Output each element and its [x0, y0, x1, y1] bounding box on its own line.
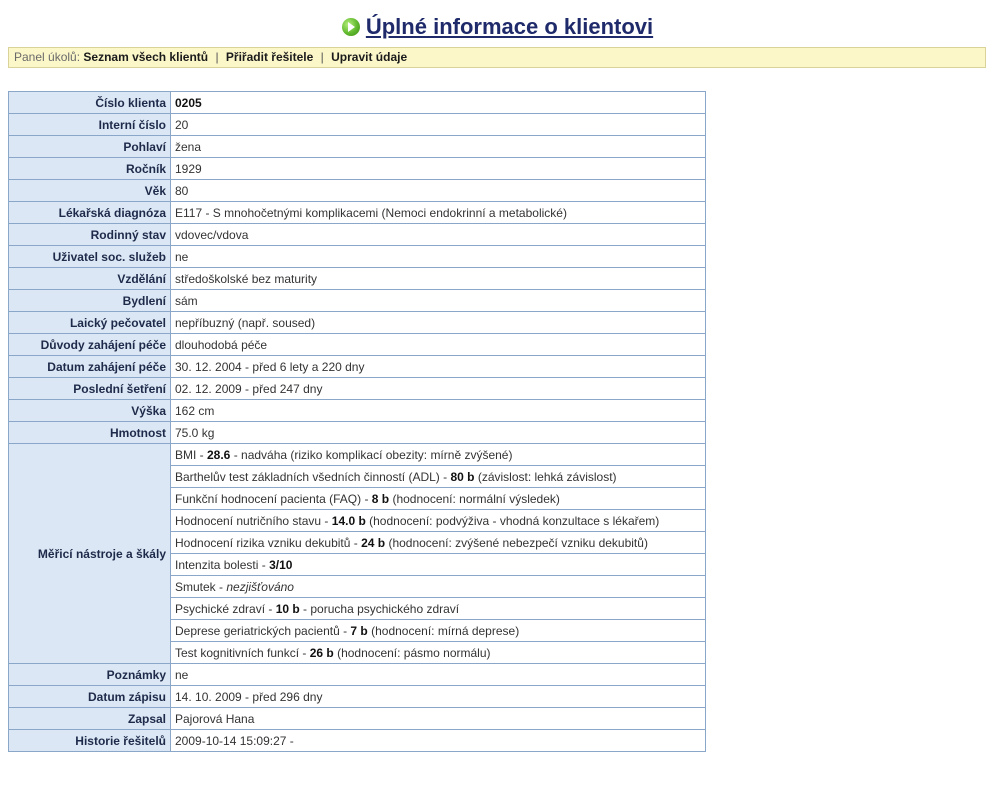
measure-row: [9, 444, 706, 466]
table-row: [9, 92, 706, 114]
table-row: [9, 708, 706, 730]
field-value: [171, 92, 706, 114]
field-value: 02. 12. 2009 - před 247 dny: [171, 378, 706, 400]
field-label: Věk: [9, 180, 171, 202]
field-label: Výška: [9, 400, 171, 422]
table-row: [9, 114, 706, 136]
measure-score: 28.6: [207, 447, 231, 462]
field-value: Pajorová Hana: [171, 708, 706, 730]
field-label: Hmotnost: [9, 422, 171, 444]
table-row: [9, 730, 706, 752]
field-value: 2009-10-14 15:09:27 -: [171, 730, 706, 752]
measure-score: 3/10: [269, 557, 293, 572]
field-label: Ročník: [9, 158, 171, 180]
measure-note: - nadváha (riziko komplikací obezity: mírně zvýšené): [230, 447, 513, 462]
table-row: [9, 268, 706, 290]
field-value: E117 - S mnohočetnými komplikacemi (Nemoci endokrinní a metabolické): [171, 202, 706, 224]
measure-note: (hodnocení: normální výsledek): [389, 491, 560, 506]
measure-note: (hodnocení: mírná deprese): [367, 623, 520, 638]
table-row: [9, 356, 706, 378]
measure-value: [171, 466, 706, 488]
measures-label: Měřicí nástroje a škály: [9, 444, 171, 664]
measure-note: - porucha psychického zdraví: [299, 601, 460, 616]
field-value: 20: [171, 114, 706, 136]
measure-score: 10 b: [275, 601, 300, 616]
measure-score: 8 b: [371, 491, 390, 506]
field-label: Laický pečovatel: [9, 312, 171, 334]
field-label: Uživatel soc. služeb: [9, 246, 171, 268]
measure-value: [171, 510, 706, 532]
link-edit-data[interactable]: Upravit údaje: [331, 50, 408, 64]
link-all-clients[interactable]: Seznam všech klientů: [83, 50, 209, 64]
measure-text: Funkční hodnocení pacienta (FAQ) -: [175, 491, 372, 506]
measure-score: 26 b: [309, 645, 334, 660]
table-row: [9, 422, 706, 444]
measure-status: nezjišťováno: [226, 579, 294, 594]
measure-score: 7 b: [350, 623, 368, 638]
client-info-table: [8, 91, 706, 752]
separator: |: [320, 50, 324, 64]
measure-text: Test kognitivních funkcí -: [175, 645, 310, 660]
task-panel-label: Panel úkolů:: [14, 50, 81, 64]
green-arrow-icon: [342, 18, 360, 36]
page-title[interactable]: Úplné informace o klientovi: [365, 14, 654, 39]
measure-note: (hodnocení: podvýživa - vhodná konzultace s lékařem): [365, 513, 660, 528]
field-label: Rodinný stav: [9, 224, 171, 246]
link-assign-solver[interactable]: Přiřadit řešitele: [225, 50, 314, 64]
measure-text: Deprese geriatrických pacientů -: [175, 623, 351, 638]
measure-text: Smutek -: [175, 579, 227, 594]
field-value: ne: [171, 664, 706, 686]
measure-value: [171, 444, 706, 466]
measure-value: [171, 598, 706, 620]
field-value: ne: [171, 246, 706, 268]
field-value: žena: [171, 136, 706, 158]
measure-text: Intenzita bolesti -: [175, 557, 270, 572]
measure-note: (hodnocení: zvýšené nebezpečí vzniku dekubitů): [385, 535, 648, 550]
field-value: dlouhodobá péče: [171, 334, 706, 356]
field-value: 80: [171, 180, 706, 202]
page-title-group: [342, 14, 653, 40]
field-label: Datum zápisu: [9, 686, 171, 708]
table-row: [9, 686, 706, 708]
table-row: [9, 334, 706, 356]
field-label: Číslo klienta: [9, 92, 171, 114]
field-label: Zapsal: [9, 708, 171, 730]
field-value: vdovec/vdova: [171, 224, 706, 246]
field-label: Důvody zahájení péče: [9, 334, 171, 356]
separator: |: [215, 50, 219, 64]
field-label: Pohlaví: [9, 136, 171, 158]
measure-note: (hodnocení: pásmo normálu): [333, 645, 491, 660]
field-label: Bydlení: [9, 290, 171, 312]
measure-value: [171, 576, 706, 598]
field-value: sám: [171, 290, 706, 312]
table-row: [9, 136, 706, 158]
table-row: [9, 224, 706, 246]
measure-score: 24 b: [361, 535, 386, 550]
field-value: středoškolské bez maturity: [171, 268, 706, 290]
table-row: [9, 664, 706, 686]
field-label: Poslední šetření: [9, 378, 171, 400]
field-label: Datum zahájení péče: [9, 356, 171, 378]
table-row: [9, 158, 706, 180]
measure-text: Hodnocení rizika vzniku dekubitů -: [175, 535, 362, 550]
field-value: 30. 12. 2004 - před 6 lety a 220 dny: [171, 356, 706, 378]
measure-value: [171, 642, 706, 664]
table-row: [9, 378, 706, 400]
measure-score: 14.0 b: [331, 513, 366, 528]
page-header: [0, 14, 995, 40]
task-panel: [8, 47, 986, 68]
field-label: Interní číslo: [9, 114, 171, 136]
field-value: 14. 10. 2009 - před 296 dny: [171, 686, 706, 708]
field-value: 1929: [171, 158, 706, 180]
table-row: [9, 202, 706, 224]
measure-text: Psychické zdraví -: [175, 601, 276, 616]
field-value: 75.0 kg: [171, 422, 706, 444]
table-row: [9, 180, 706, 202]
measure-score: 80 b: [450, 469, 475, 484]
measure-value: [171, 620, 706, 642]
field-value: 162 cm: [171, 400, 706, 422]
measure-text: Hodnocení nutričního stavu -: [175, 513, 332, 528]
table-row: [9, 290, 706, 312]
field-label: Historie řešitelů: [9, 730, 171, 752]
measure-value: [171, 532, 706, 554]
measure-value: [171, 488, 706, 510]
field-label: Vzdělání: [9, 268, 171, 290]
table-row: [9, 312, 706, 334]
table-row: [9, 400, 706, 422]
field-label: Lékařská diagnóza: [9, 202, 171, 224]
field-label: Poznámky: [9, 664, 171, 686]
field-value-text: 0205: [175, 95, 202, 110]
measure-value: [171, 554, 706, 576]
table-row: [9, 246, 706, 268]
field-value: nepříbuzný (např. soused): [171, 312, 706, 334]
measure-text: BMI -: [175, 447, 207, 462]
measure-note: (závislost: lehká závislost): [474, 469, 617, 484]
measure-text: Barthelův test základních všedních činností (ADL) -: [175, 469, 451, 484]
